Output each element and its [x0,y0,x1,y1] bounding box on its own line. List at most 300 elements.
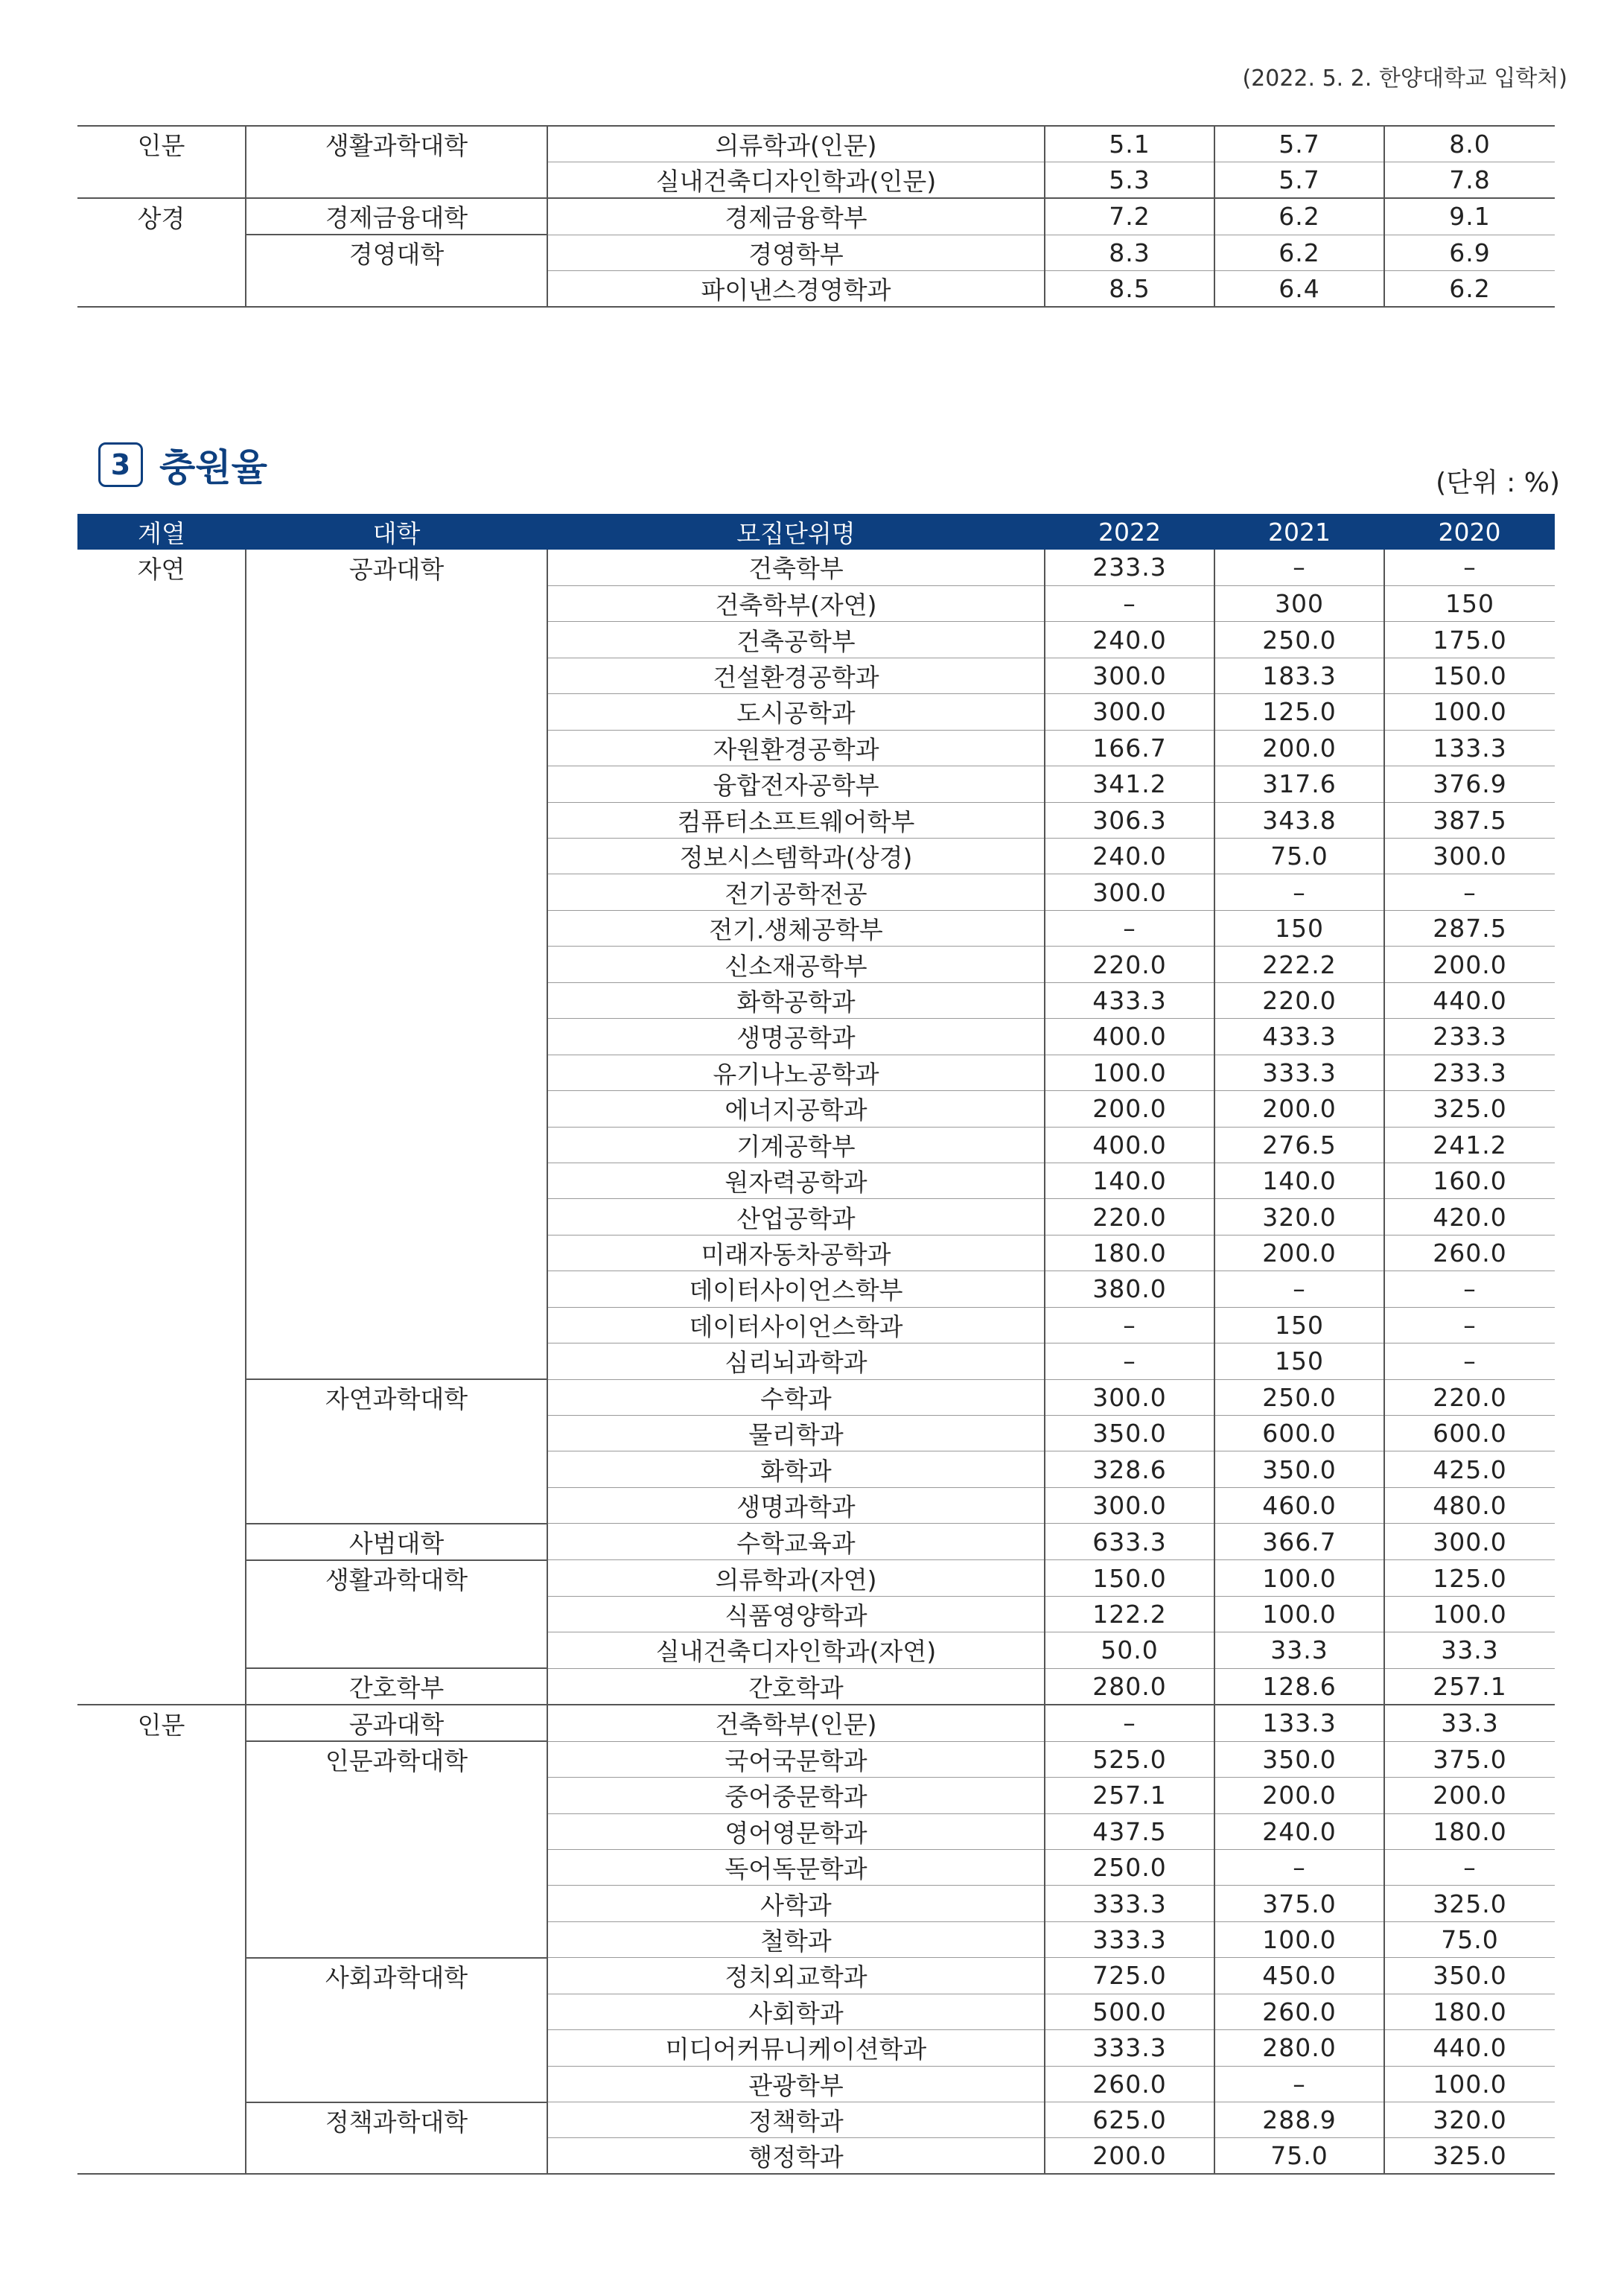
department-cell: 파이낸스경영학과 [547,270,1045,307]
value-2020-cell: 300.0 [1384,1524,1555,1560]
department-cell: 기계공학부 [547,1127,1045,1163]
value-2022-cell: 280.0 [1045,1668,1214,1705]
department-cell: 미래자동차공학과 [547,1235,1045,1271]
value-2022-cell: 233.3 [1045,550,1214,585]
value-2021-cell: 333.3 [1214,1055,1384,1090]
value-2022-cell: 300.0 [1045,1487,1214,1523]
section-number-badge: 3 [98,442,143,487]
category-cell [77,235,246,270]
college-cell: 경영대학 [246,235,547,270]
category-cell [77,730,246,766]
category-cell [77,658,246,693]
category-cell [77,982,246,1018]
table-row [77,1379,1555,1415]
table-row [77,694,1555,730]
category-cell [77,1487,246,1523]
value-2021-cell: 276.5 [1214,1127,1384,1163]
value-2022-cell: 400.0 [1045,1019,1214,1055]
department-cell: 심리뇌과학과 [547,1343,1045,1379]
value-2021-cell: – [1214,1271,1384,1307]
category-cell [77,270,246,307]
value-2020-cell: 200.0 [1384,1778,1555,1813]
department-cell: 화학공학과 [547,982,1045,1018]
department-cell: 산업공학과 [547,1199,1045,1235]
category-cell [77,2066,246,2102]
category-cell [77,802,246,838]
value-2022-cell: 240.0 [1045,839,1214,874]
department-cell: 원자력공학과 [547,1163,1045,1198]
value-2021-cell: 366.7 [1214,1524,1384,1560]
category-cell [77,839,246,874]
college-cell: 사범대학 [246,1524,547,1560]
value-2021-cell: 75.0 [1214,839,1384,874]
source-note: (2022. 5. 2. 한양대학교 입학처) [1242,66,1567,92]
value-2020-cell: 320.0 [1384,2102,1555,2138]
value-2022-cell: – [1045,1343,1214,1379]
value-2022-cell: 140.0 [1045,1163,1214,1198]
category-cell [77,694,246,730]
college-cell: 사회과학대학 [246,1958,547,1994]
category-cell [77,585,246,621]
header-college: 대학 [246,514,547,550]
table-row [77,1958,1555,1994]
value-2021-cell: 75.0 [1214,2138,1384,2175]
value-2020-cell: 350.0 [1384,1958,1555,1994]
category-cell [77,1813,246,1849]
department-cell: 데이터사이언스학과 [547,1307,1045,1343]
table-row [77,1741,1555,1777]
value-2021-cell: 250.0 [1214,1379,1384,1415]
value-2021-cell: 320.0 [1214,1199,1384,1235]
table-row [77,1668,1555,1705]
college-cell [246,1271,547,1307]
value-2022-cell: 8.5 [1045,270,1214,307]
value-2021-cell: 375.0 [1214,1886,1384,1921]
value-2021-cell: 220.0 [1214,982,1384,1018]
college-cell [246,2066,547,2102]
header-year-2021: 2021 [1214,514,1384,550]
table-row [77,1019,1555,1055]
college-cell [246,1019,547,1055]
table-row [77,550,1555,585]
table-row [77,1921,1555,1957]
department-cell: 정보시스템학과(상경) [547,839,1045,874]
value-2020-cell: – [1384,1343,1555,1379]
value-2022-cell: 50.0 [1045,1632,1214,1668]
fill-rate-table [77,514,1555,2175]
value-2021-cell: 150 [1214,910,1384,946]
department-cell: 경제금융학부 [547,198,1045,235]
value-2022-cell: 166.7 [1045,730,1214,766]
value-2020-cell: 257.1 [1384,1668,1555,1705]
prev-table-continuation [77,125,1555,308]
value-2020-cell: 440.0 [1384,2030,1555,2066]
table-row [77,1705,1555,1741]
table-row [77,874,1555,910]
value-2022-cell: 400.0 [1045,1127,1214,1163]
value-2020-cell: 325.0 [1433,2141,1507,2171]
department-cell: 관광학부 [547,2066,1045,2102]
table-row [77,1596,1555,1632]
value-2021-cell: 317.6 [1214,766,1384,802]
value-2022-cell: 500.0 [1045,1994,1214,2029]
category-cell [77,1307,246,1343]
value-2022-cell: 260.0 [1045,2066,1214,2102]
department-cell: 수학교육과 [547,1524,1045,1560]
value-2021-cell: 150 [1214,1343,1384,1379]
value-2020-cell: 100.0 [1384,1596,1555,1632]
value-2021-cell: 200.0 [1214,1778,1384,1813]
value-2020-cell: 325.0 [1384,1091,1555,1127]
department-cell: 미디어커뮤니케이션학과 [547,2030,1045,2066]
category-cell [77,1127,246,1163]
department-cell: 데이터사이언스학부 [547,1271,1045,1307]
college-cell [246,1199,547,1235]
table-row [77,1778,1555,1813]
value-2021-cell: 260.0 [1214,1994,1384,2029]
value-2022-cell: 150.0 [1045,1560,1214,1596]
value-2020-cell: 125.0 [1384,1560,1555,1596]
college-cell [246,1343,547,1379]
category-cell [77,2138,246,2175]
department-cell: 독어독문학과 [547,1849,1045,1885]
table-row [77,1271,1555,1307]
college-cell: 생활과학대학 [246,126,547,162]
value-2022-cell: 633.3 [1045,1524,1214,1560]
value-2020-cell: 220.0 [1384,1379,1555,1415]
college-cell: 정책과학대학 [246,2102,547,2138]
college-cell [246,1416,547,1451]
table-row [77,235,1555,270]
value-2022-cell: 257.1 [1045,1778,1214,1813]
table-row [77,1632,1555,1668]
department-cell: 경영학부 [547,235,1045,270]
table-row [77,1560,1555,1596]
value-2020-cell: 375.0 [1384,1741,1555,1777]
table-row [77,1055,1555,1090]
category-cell [77,2102,246,2138]
value-2022-cell: 250.0 [1045,1849,1214,1885]
value-2020-cell: 175.0 [1384,622,1555,658]
value-2021-cell: 5.7 [1214,126,1384,162]
table-row [77,2138,1555,2175]
college-cell [246,1886,547,1921]
table-row [77,766,1555,802]
value-2020-cell: 100.0 [1384,2066,1555,2102]
category-cell [77,910,246,946]
value-2022-cell: 625.0 [1045,2102,1214,2138]
college-cell: 간호학부 [246,1668,547,1705]
college-cell: 자연과학대학 [246,1379,547,1415]
category-cell [77,1055,246,1090]
value-2022-cell: 300.0 [1045,874,1214,910]
department-cell: 식품영양학과 [547,1596,1045,1632]
value-2021-cell: 600.0 [1214,1416,1384,1451]
department-cell: 도시공학과 [547,694,1045,730]
value-2020-cell: 33.3 [1384,1705,1555,1741]
category-cell: 인문 [77,126,246,162]
category-cell [77,1994,246,2029]
section-title: 충원율 [159,446,267,489]
college-cell [246,162,547,199]
value-2020-cell: – [1384,1849,1555,1885]
department-cell: 수학과 [547,1379,1045,1415]
college-cell [246,1451,547,1487]
value-2022-cell: 7.2 [1045,198,1214,235]
value-2022-cell: 725.0 [1045,1958,1214,1994]
value-2022-cell: 306.3 [1045,802,1214,838]
value-2021-cell: – [1214,550,1384,585]
value-2021-cell: 350.0 [1214,1451,1384,1487]
category-cell [77,1379,246,1415]
college-cell [246,2030,547,2066]
header-year-2020: 2020 [1384,514,1555,550]
value-2021-cell: 450.0 [1214,1958,1384,1994]
table-row [77,802,1555,838]
category-cell [77,1343,246,1379]
value-2022-cell: 350.0 [1045,1416,1214,1451]
table-row [77,947,1555,982]
value-2020-cell: 420.0 [1384,1199,1555,1235]
department-cell: 생명과학과 [547,1487,1045,1523]
college-cell [246,947,547,982]
department-cell: 행정학과 [547,2138,1045,2175]
college-cell [246,1849,547,1885]
table-row [77,162,1555,199]
category-cell [77,1886,246,1921]
college-cell [246,1921,547,1957]
college-cell [246,270,547,307]
category-cell: 자연 [77,550,246,585]
value-2021-cell: 343.8 [1214,802,1384,838]
value-2021-cell: 100.0 [1214,1596,1384,1632]
table-row [77,1813,1555,1849]
college-cell [246,1307,547,1343]
department-cell: 의류학과(자연) [547,1560,1045,1596]
college-cell [246,802,547,838]
value-2022-cell: 220.0 [1045,1199,1214,1235]
value-2021-cell: 6.2 [1214,235,1384,270]
table-row [77,1307,1555,1343]
table-row [77,622,1555,658]
department-cell: 사학과 [547,1886,1045,1921]
value-2020-cell: 376.9 [1384,766,1555,802]
value-2021-cell: 100.0 [1214,1560,1384,1596]
value-2022-cell: 341.2 [1045,766,1214,802]
value-2021-cell: – [1214,874,1384,910]
value-2020-cell: 325.0 [1384,1886,1555,1921]
college-cell: 공과대학 [246,1705,547,1741]
value-2022-cell: 328.6 [1045,1451,1214,1487]
department-cell: 간호학과 [547,1668,1045,1705]
value-2022-cell: 8.3 [1045,235,1214,270]
college-cell [246,1994,547,2029]
value-2021-cell: 433.3 [1214,1019,1384,1055]
header-category: 계열 [77,514,246,550]
value-2021-cell: 200.0 [1214,1091,1384,1127]
value-2020-cell: 33.3 [1384,1632,1555,1668]
value-2021-cell: 280.0 [1214,2030,1384,2066]
college-cell [246,1632,547,1668]
value-2021-cell: 222.2 [1214,947,1384,982]
value-2022-cell: – [1045,1307,1214,1343]
department-cell: 화학과 [547,1451,1045,1487]
college-cell [246,1163,547,1198]
value-2020-cell: 480.0 [1384,1487,1555,1523]
value-2021-cell: 140.0 [1214,1163,1384,1198]
table-row [77,1416,1555,1451]
department-cell: 건축학부(자연) [547,585,1045,621]
value-2020-cell: 241.2 [1384,1127,1555,1163]
value-2020-cell: 233.3 [1384,1055,1555,1090]
department-cell: 신소재공학부 [547,947,1045,982]
category-cell [77,1235,246,1271]
college-cell [246,910,547,946]
table-row [77,270,1555,307]
value-2022-cell: 300.0 [1045,658,1214,693]
college-cell: 생활과학대학 [246,1560,547,1596]
category-cell [77,1596,246,1632]
college-cell: 공과대학 [246,550,547,585]
value-2020-cell: 180.0 [1384,1994,1555,2029]
value-2020-cell: 387.5 [1384,802,1555,838]
table-row [77,1487,1555,1523]
category-cell [77,1199,246,1235]
college-cell [246,658,547,693]
value-2020-cell: 150 [1384,585,1555,621]
value-2020-cell: 160.0 [1384,1163,1555,1198]
category-cell [77,1921,246,1957]
category-cell [77,1271,246,1307]
department-cell: 실내건축디자인학과(자연) [547,1632,1045,1668]
value-2022-cell: 333.3 [1045,1886,1214,1921]
table-row [77,658,1555,693]
category-cell [77,1958,246,1994]
value-2022-cell: 220.0 [1045,947,1214,982]
table-row [77,2030,1555,2066]
table-row [77,1127,1555,1163]
department-cell: 건축공학부 [547,622,1045,658]
table-row [77,2102,1555,2138]
category-cell [77,1668,246,1705]
value-2020-cell: 200.0 [1384,947,1555,982]
value-2020-cell: 425.0 [1384,1451,1555,1487]
category-cell [77,1741,246,1777]
college-cell [246,2138,547,2175]
category-cell [77,1778,246,1813]
category-cell: 인문 [77,1705,246,1741]
category-cell [77,947,246,982]
department-cell: 중어중문학과 [547,1778,1045,1813]
value-2022-cell: 525.0 [1045,1741,1214,1777]
table-row [77,1091,1555,1127]
table-row [77,1163,1555,1198]
value-2020-cell: 600.0 [1384,1416,1555,1451]
department-cell: 건축학부(인문) [547,1705,1045,1741]
table-row [77,910,1555,946]
value-2020-cell: 440.0 [1384,982,1555,1018]
category-cell [77,1451,246,1487]
value-2021-cell: 183.3 [1214,658,1384,693]
table-row [77,1451,1555,1487]
department-cell: 사회학과 [547,1994,1045,2029]
department-cell: 자원환경공학과 [547,730,1045,766]
department-cell: 실내건축디자인학과(인문) [547,162,1045,199]
value-2022-cell: 300.0 [1045,694,1214,730]
category-cell [77,1560,246,1596]
category-cell [77,1163,246,1198]
college-cell [246,730,547,766]
value-2022-cell: – [1045,910,1214,946]
value-2021-cell: 460.0 [1214,1487,1384,1523]
category-cell: 상경 [77,198,246,235]
table-row [77,126,1555,162]
value-2022-cell: 100.0 [1045,1055,1214,1090]
college-cell [246,839,547,874]
category-cell [77,1524,246,1560]
table-row [77,1199,1555,1235]
category-cell [77,1416,246,1451]
value-2021-cell: 6.2 [1214,198,1384,235]
college-cell [246,622,547,658]
value-2022-cell: 200.0 [1045,2138,1214,2175]
value-2020-cell: 300.0 [1384,839,1555,874]
college-cell [246,1813,547,1849]
table-row [77,982,1555,1018]
value-2020-cell: – [1384,1271,1555,1307]
category-cell [77,1632,246,1668]
value-2020-cell: – [1384,1307,1555,1343]
department-cell: 건축학부 [547,550,1045,585]
table-header-row [77,514,1555,550]
category-cell [77,874,246,910]
value-2021-cell: 150 [1214,1307,1384,1343]
college-cell [246,1055,547,1090]
department-cell: 의류학과(인문) [547,126,1045,162]
department-cell: 철학과 [547,1921,1045,1957]
department-cell: 영어영문학과 [547,1813,1045,1849]
value-2022-cell: 5.3 [1045,162,1214,199]
department-cell: 건설환경공학과 [547,658,1045,693]
value-2020-cell: 75.0 [1384,1921,1555,1957]
value-2021-cell: 300 [1214,585,1384,621]
value-2020-cell: 133.3 [1384,730,1555,766]
college-cell [246,1127,547,1163]
value-2020-cell: 233.3 [1384,1019,1555,1055]
header-year-2022: 2022 [1045,514,1214,550]
value-2022-cell: 5.1 [1045,126,1214,162]
table-row [77,1994,1555,2029]
value-2020-cell: 260.0 [1384,1235,1555,1271]
section-heading [98,441,267,489]
department-cell: 물리학과 [547,1416,1045,1451]
value-2021-cell: 350.0 [1214,1741,1384,1777]
value-2021-cell: 5.7 [1214,162,1384,199]
value-2022-cell: 180.0 [1045,1235,1214,1271]
header-department: 모집단위명 [547,514,1045,550]
department-cell: 정책학과 [547,2102,1045,2138]
college-cell [246,1091,547,1127]
value-2021-cell: 100.0 [1214,1921,1384,1957]
value-2022-cell: 300.0 [1045,1379,1214,1415]
value-2021-cell: 6.4 [1214,270,1384,307]
department-cell: 유기나노공학과 [547,1055,1045,1090]
category-cell [77,622,246,658]
value-2022-cell: 240.0 [1045,622,1214,658]
department-cell: 국어국문학과 [547,1741,1045,1777]
college-cell [246,982,547,1018]
value-2020-cell: 9.1 [1384,198,1555,235]
